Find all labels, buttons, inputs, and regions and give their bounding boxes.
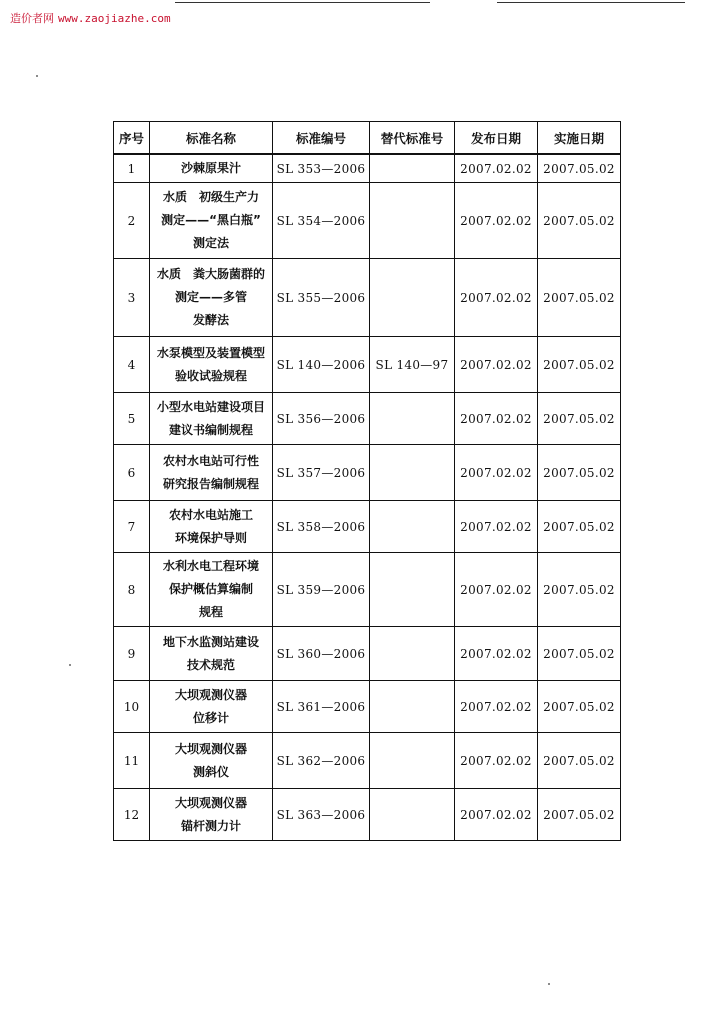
- cell-replaced: [370, 553, 455, 627]
- watermark[interactable]: [10, 10, 171, 26]
- header-code: 标准编号: [273, 122, 370, 155]
- cell-name-line: 测定——多管: [174, 290, 247, 304]
- cell-name-line: 发酵法: [192, 313, 229, 327]
- cell-no: 4: [114, 337, 150, 393]
- cell-code: SL 361—2006: [273, 681, 370, 733]
- header-effective: 实施日期: [538, 122, 621, 155]
- cell-no: 3: [114, 259, 150, 337]
- cell-no: 2: [114, 183, 150, 259]
- cell-no: 8: [114, 553, 150, 627]
- cell-effective: 2007.05.02: [538, 733, 621, 789]
- cell-published: 2007.02.02: [455, 501, 538, 553]
- cell-code: SL 362—2006: [273, 733, 370, 789]
- cell-code: SL 353—2006: [273, 154, 370, 183]
- cell-name-line: 农村水电站施工: [168, 507, 253, 522]
- cell-no: 9: [114, 627, 150, 681]
- table-row: [114, 183, 621, 259]
- table-row: [114, 789, 621, 841]
- cell-name: [150, 154, 273, 183]
- cell-effective: 2007.05.02: [538, 501, 621, 553]
- cell-name: [150, 445, 273, 501]
- cell-name-line: 地下水监测站建设: [162, 634, 259, 649]
- top-rule-right: [497, 2, 685, 3]
- cell-no: 6: [114, 445, 150, 501]
- cell-name-line: 水利水电工程环境: [162, 559, 259, 573]
- cell-name-line: 测定法: [192, 236, 229, 250]
- top-rule-left: [175, 2, 430, 3]
- cell-name: [150, 337, 273, 393]
- cell-code: SL 357—2006: [273, 445, 370, 501]
- cell-published: 2007.02.02: [455, 789, 538, 841]
- table-row: [114, 681, 621, 733]
- cell-code: SL 363—2006: [273, 789, 370, 841]
- cell-code: SL 358—2006: [273, 501, 370, 553]
- cell-name: [150, 501, 273, 553]
- cell-name-line: 验收试验规程: [174, 368, 247, 383]
- cell-replaced: [370, 627, 455, 681]
- table-header-row: [114, 122, 621, 155]
- cell-replaced: [370, 154, 455, 183]
- header-replaced: 替代标准号: [370, 122, 455, 155]
- cell-name-line: 水质 粪大肠菌群的: [156, 267, 265, 281]
- cell-name: [150, 789, 273, 841]
- cell-no: 7: [114, 501, 150, 553]
- cell-name-line: 技术规范: [186, 657, 235, 672]
- cell-code: SL 355—2006: [273, 259, 370, 337]
- cell-name: [150, 681, 273, 733]
- cell-effective: 2007.05.02: [538, 154, 621, 183]
- standards-table: [113, 121, 621, 841]
- cell-name: [150, 733, 273, 789]
- cell-effective: 2007.05.02: [538, 789, 621, 841]
- cell-no: 12: [114, 789, 150, 841]
- watermark-site[interactable]: www.zaojiazhe.com: [58, 12, 171, 25]
- cell-no: 10: [114, 681, 150, 733]
- cell-published: 2007.02.02: [455, 393, 538, 445]
- cell-name-line: 水质 初级生产力: [162, 190, 259, 204]
- cell-name-line: 保护概估算编制: [168, 582, 253, 596]
- cell-replaced: [370, 501, 455, 553]
- table-row: [114, 259, 621, 337]
- cell-name: [150, 553, 273, 627]
- cell-name-line: 小型水电站建设项目: [156, 399, 265, 414]
- cell-replaced: SL 140—97: [370, 337, 455, 393]
- table-row: [114, 154, 621, 183]
- table-row: [114, 501, 621, 553]
- cell-name: [150, 393, 273, 445]
- cell-code: SL 360—2006: [273, 627, 370, 681]
- cell-replaced: [370, 393, 455, 445]
- cell-name: [150, 259, 273, 337]
- scan-speck: [69, 664, 71, 666]
- cell-name-line: 沙棘原果汁: [180, 161, 241, 175]
- cell-effective: 2007.05.02: [538, 183, 621, 259]
- cell-published: 2007.02.02: [455, 183, 538, 259]
- cell-published: 2007.02.02: [455, 337, 538, 393]
- cell-published: 2007.02.02: [455, 154, 538, 183]
- table-row: [114, 337, 621, 393]
- cell-name-line: 水泵模型及装置模型: [156, 345, 265, 360]
- header-no: 序号: [114, 122, 150, 155]
- cell-name-line: 环境保护导则: [174, 530, 247, 545]
- cell-code: SL 359—2006: [273, 553, 370, 627]
- cell-no: 11: [114, 733, 150, 789]
- cell-code: SL 356—2006: [273, 393, 370, 445]
- cell-published: 2007.02.02: [455, 733, 538, 789]
- cell-name-line: 大坝观测仪器: [174, 795, 247, 810]
- cell-no: 1: [114, 154, 150, 183]
- header-published: 发布日期: [455, 122, 538, 155]
- cell-effective: 2007.05.02: [538, 259, 621, 337]
- cell-effective: 2007.05.02: [538, 681, 621, 733]
- cell-code: SL 354—2006: [273, 183, 370, 259]
- cell-code: SL 140—2006: [273, 337, 370, 393]
- cell-name: [150, 627, 273, 681]
- table-row: [114, 627, 621, 681]
- cell-published: 2007.02.02: [455, 681, 538, 733]
- cell-name-line: 大坝观测仪器: [174, 741, 247, 756]
- cell-published: 2007.02.02: [455, 627, 538, 681]
- table-row: [114, 445, 621, 501]
- cell-no: 5: [114, 393, 150, 445]
- cell-name-line: 农村水电站可行性: [162, 453, 259, 468]
- scan-speck: [36, 75, 38, 77]
- table-row: [114, 393, 621, 445]
- scan-speck: [548, 983, 550, 985]
- cell-replaced: [370, 445, 455, 501]
- cell-name-line: 规程: [198, 605, 223, 619]
- table-row: [114, 553, 621, 627]
- cell-name-line: 锚杆测力计: [180, 818, 241, 833]
- cell-effective: 2007.05.02: [538, 445, 621, 501]
- cell-name-line: 建议书编制规程: [168, 422, 253, 437]
- cell-published: 2007.02.02: [455, 553, 538, 627]
- header-name: 标准名称: [150, 122, 273, 155]
- watermark-label: 造价者网: [10, 12, 54, 25]
- cell-replaced: [370, 259, 455, 337]
- cell-published: 2007.02.02: [455, 445, 538, 501]
- cell-name-line: 大坝观测仪器: [174, 687, 247, 702]
- cell-published: 2007.02.02: [455, 259, 538, 337]
- cell-effective: 2007.05.02: [538, 393, 621, 445]
- cell-effective: 2007.05.02: [538, 627, 621, 681]
- cell-effective: 2007.05.02: [538, 553, 621, 627]
- cell-replaced: [370, 733, 455, 789]
- cell-effective: 2007.05.02: [538, 337, 621, 393]
- cell-replaced: [370, 681, 455, 733]
- cell-name: [150, 183, 273, 259]
- cell-name-line: 测斜仪: [192, 764, 229, 779]
- cell-replaced: [370, 789, 455, 841]
- cell-name-line: 位移计: [192, 710, 229, 725]
- table-row: [114, 733, 621, 789]
- cell-replaced: [370, 183, 455, 259]
- cell-name-line: 测定——“黑白瓶”: [161, 213, 261, 227]
- cell-name-line: 研究报告编制规程: [162, 476, 259, 491]
